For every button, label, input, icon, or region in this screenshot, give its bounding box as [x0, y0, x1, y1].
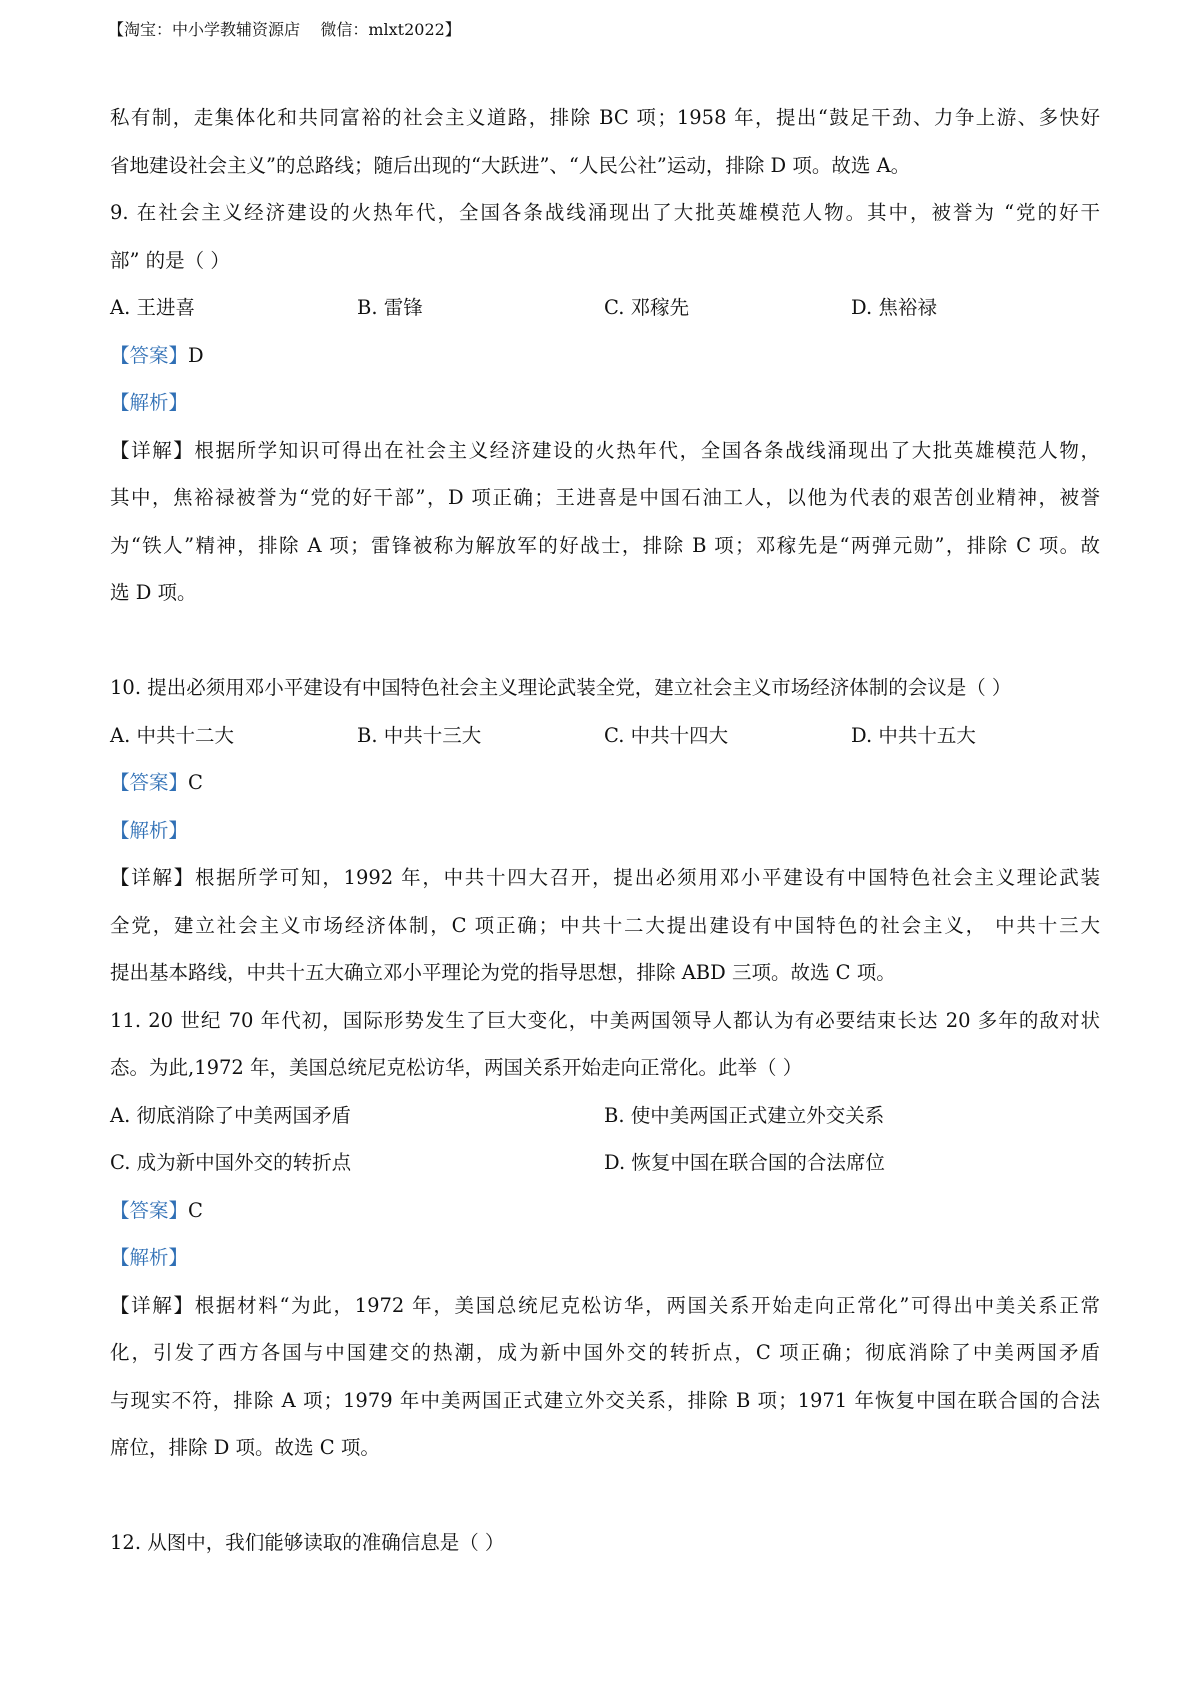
q10-analysis — [110, 807, 1100, 855]
analysis-tag: 【解析】 — [110, 391, 189, 414]
q9-option-d: D. 焦裕禄 — [851, 296, 937, 319]
q11-option-c: C. 成为新中国外交的转折点 — [110, 1151, 352, 1174]
q11-option-d: D. 恢复中国在联合国的合法席位 — [604, 1151, 885, 1174]
q9-option-a: A. 王进喜 — [110, 296, 195, 319]
q10-stem-line: 10. 提出必须用邓小平建设有中国特色社会主义理论武装全党，建立社会主义市场经济体制的会议是（ ） — [110, 676, 1012, 699]
analysis-tag: 【解析】 — [110, 818, 189, 842]
q10-detail-line — [110, 854, 1100, 902]
q11-options-row — [110, 1092, 1100, 1140]
q11-options-row — [110, 1139, 1100, 1187]
intro-line: 省地建设社会主义”的总路线；随后出现的“大跃进”、“人民公社”运动，排除 D 项。故选 A。 — [110, 153, 911, 177]
q11-option-a: A. 彻底消除了中美两国矛盾 — [110, 1103, 351, 1127]
q10-option-b: B. 中共十三大 — [357, 723, 482, 747]
detail-text: 根据所学可知，1992 年，中共十四大召开，提出必须用邓小平建设有中国特色社会主义理论武装 — [194, 866, 1100, 889]
q10-answer — [110, 759, 1100, 807]
answer-tag: 【答案】 — [110, 771, 189, 794]
q9-stem-line: 9. 在社会主义经济建设的火热年代，全国各条战线涌现出了大批英雄模范人物。其中，被誉为 “党的好干 — [110, 201, 1100, 224]
q9-analysis — [110, 379, 1100, 427]
answer-value: C — [188, 1198, 203, 1222]
q9-option-b: B. 雷锋 — [357, 296, 423, 319]
q10-option-a: A. 中共十二大 — [110, 723, 234, 747]
q10-detail-line: 全党，建立社会主义市场经济体制，C 项正确；中共十二大提出建设有中国特色的社会主义， 中共十三大 — [110, 913, 1100, 937]
answer-value: C — [188, 771, 203, 794]
q9-answer — [110, 332, 1100, 380]
q9-detail-line: 选 D 项。 — [110, 581, 197, 604]
analysis-tag: 【解析】 — [110, 1246, 189, 1269]
q9-detail-line — [110, 427, 1100, 475]
q9-options — [110, 284, 1100, 332]
detail-tag: 【详解】 — [110, 438, 195, 462]
detail-tag: 【详解】 — [110, 866, 195, 889]
answer-tag: 【答案】 — [110, 343, 189, 367]
spacer — [110, 1472, 1100, 1520]
watermark-header: 【淘宝：中小学教辅资源店 微信：mlxt2022】 — [108, 20, 461, 39]
q11-detail-line: 席位，排除 D 项。故选 C 项。 — [110, 1436, 380, 1459]
detail-text: 根据材料“为此，1972 年，美国总统尼克松访华，两国关系开始走向正常化”可得出中美关系正常 — [194, 1293, 1100, 1317]
q9-stem-line: 部” 的是（ ） — [110, 248, 230, 272]
q11-detail-line: 化，引发了西方各国与中国建交的热潮，成为新中国外交的转折点，C 项正确；彻底消除了中美两国矛盾 — [110, 1341, 1100, 1364]
q10-detail-line: 提出基本路线，中共十五大确立邓小平理论为党的指导思想，排除 ABD 三项。故选 C 项。 — [110, 961, 896, 984]
q10-options — [110, 712, 1100, 760]
q9-option-c: C. 邓稼先 — [604, 296, 690, 319]
q10-option-c: C. 中共十四大 — [604, 723, 729, 747]
answer-value: D — [188, 343, 204, 367]
q11-analysis — [110, 1234, 1100, 1282]
answer-tag: 【答案】 — [110, 1198, 189, 1222]
q11-stem-line: 11. 20 世纪 70 年代初，国际形势发生了巨大变化，中美两国领导人都认为有必要结束长达 20 多年的敌对状 — [110, 1008, 1100, 1032]
intro-line: 私有制，走集体化和共同富裕的社会主义道路，排除 BC 项；1958 年，提出“鼓足干劲、力争上游、多快好 — [110, 106, 1100, 129]
q11-answer — [110, 1187, 1100, 1235]
q9-detail-line: 为“铁人”精神，排除 A 项；雷锋被称为解放军的好战士，排除 B 项；邓稼先是“两弹元勋”，排除 C 项。故 — [110, 533, 1100, 557]
detail-tag: 【详解】 — [110, 1293, 195, 1317]
q11-detail-line — [110, 1282, 1100, 1330]
q11-stem-line: 态。为此,1972 年，美国总统尼克松访华，两国关系开始走向正常化。此举（ ） — [110, 1056, 803, 1079]
q11-option-b: B. 使中美两国正式建立外交关系 — [604, 1103, 885, 1127]
q11-detail-line: 与现实不符，排除 A 项；1979 年中美两国正式建立外交关系，排除 B 项；1971 年恢复中国在联合国的合法 — [110, 1388, 1100, 1412]
q9-detail-line: 其中，焦裕禄被誉为“党的好干部”，D 项正确；王进喜是中国石油工人，以他为代表的艰苦创业精神，被誉 — [110, 486, 1100, 509]
detail-text: 根据所学知识可得出在社会主义经济建设的火热年代，全国各条战线涌现出了大批英雄模范人物， — [194, 438, 1100, 462]
q12-stem-line: 12. 从图中，我们能够读取的准确信息是（ ） — [110, 1531, 505, 1554]
document-content — [110, 94, 1100, 1567]
spacer — [110, 617, 1100, 665]
q10-option-d: D. 中共十五大 — [851, 723, 976, 747]
